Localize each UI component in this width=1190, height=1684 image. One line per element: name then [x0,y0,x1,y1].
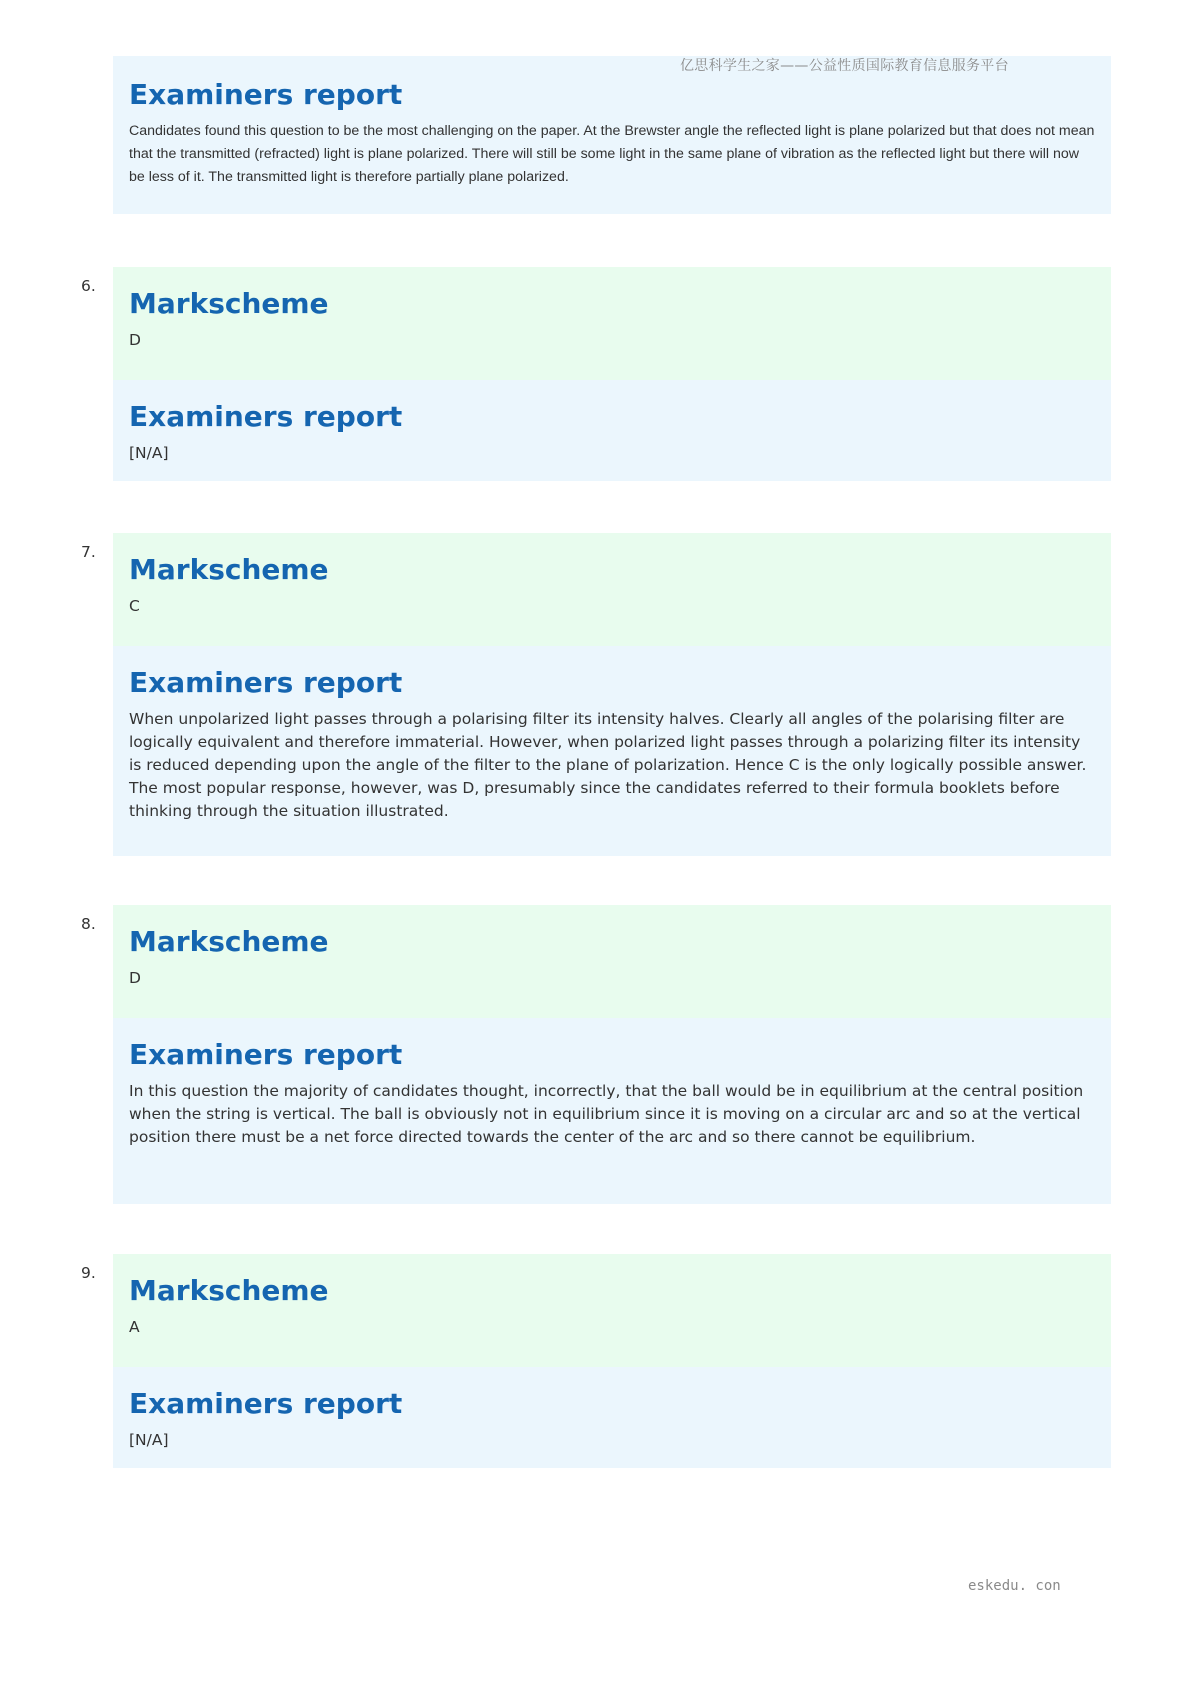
markscheme-answer: D [129,331,141,349]
question-number: 9. [81,1264,96,1282]
markscheme-title: Markscheme [129,553,329,586]
markscheme-title: Markscheme [129,925,329,958]
header-watermark: 亿思科学生之家——公益性质国际教育信息服务平台 [680,58,1009,74]
examiners-report-title: Examiners report [129,78,403,111]
question-number: 8. [81,915,96,933]
examiners-report-block [113,1367,1111,1468]
examiners-report-title: Examiners report [129,1387,403,1420]
examiners-report-title: Examiners report [129,400,403,433]
markscheme-answer: D [129,969,141,987]
examiners-report-text: In this question the majority of candidates thought, incorrectly, that the ball would be in equilibrium at the central position when the string is vertical. The ball is obviously not in equilibrium since it is moving on a circular arc and so at the vertical position there must be a net force directed towards the center of the arc and so there cannot be equilibrium. [129,1082,1084,1146]
examiners-report-title: Examiners report [129,1038,403,1071]
examiners-report-text: When unpolarized light passes through a polarising filter its intensity halves. Clearly all angles of the polarising filter are logically equivalent and therefore immaterial. However, when polarized light passes through a polarizing filter its intensity is reduced depending upon the angle of the filter to the plane of polarization. Hence C is the only logically possible answer. The most popular response, however, was D, presumably since the candidates referred to their formula booklets before thinking through the situation illustrated. [129,710,1087,820]
question-number: 6. [81,277,96,295]
examiners-report-text: [N/A] [129,444,169,462]
markscheme-answer: C [129,597,140,615]
markscheme-block [113,533,1111,646]
footer-site-watermark: eskedu. con [968,1578,1061,1594]
markscheme-title: Markscheme [129,287,329,320]
markscheme-block [113,1254,1111,1367]
examiners-report-text: [N/A] [129,1431,169,1449]
examiners-report-text: Candidates found this question to be the most challenging on the paper. At the Brewster angle the reflected light is plane polarized but that does not mean that the transmitted (refracted) light is plane polarized. There will still be some light in the same plane of vibration as the reflected light but there will now be less of it. The transmitted light is therefore partially plane polarized. [129,123,1095,185]
markscheme-title: Markscheme [129,1274,329,1307]
markscheme-block [113,905,1111,1018]
examiners-report-block [113,380,1111,481]
examiners-report-block [113,1018,1111,1204]
question-number: 7. [81,543,96,561]
examiners-report-block [113,56,1111,214]
markscheme-block [113,267,1111,380]
markscheme-answer: A [129,1318,140,1336]
examiners-report-title: Examiners report [129,666,403,699]
examiners-report-block [113,646,1111,856]
